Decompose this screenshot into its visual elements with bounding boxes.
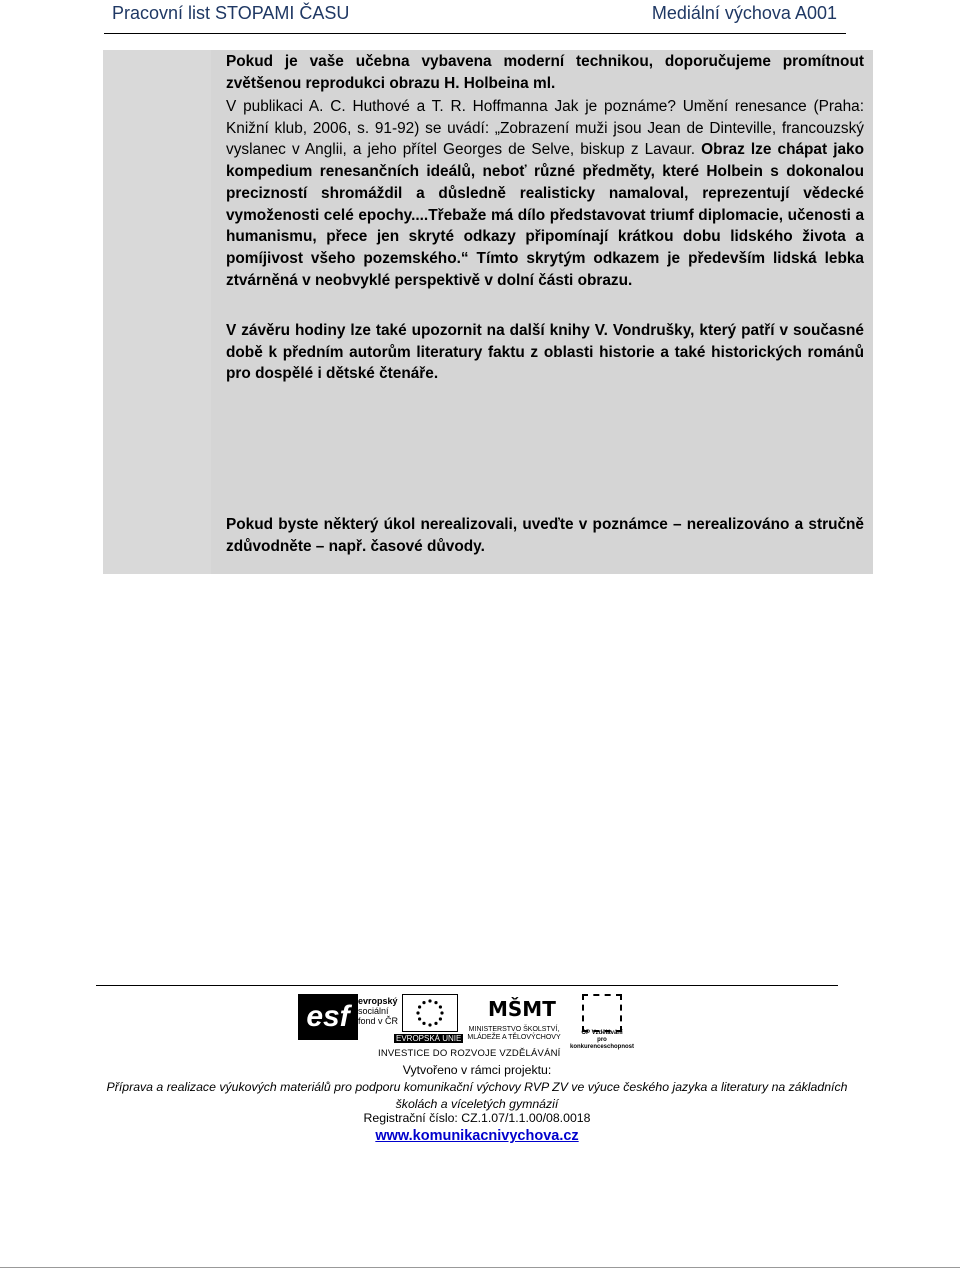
paragraph-unrealized-tasks xyxy=(226,514,864,557)
eu-label: EVROPSKÁ UNIE xyxy=(396,1034,462,1043)
op-text-line: OP Vzdělávání xyxy=(581,1030,623,1036)
paragraph-technology-tip xyxy=(226,51,864,94)
footer-website xyxy=(96,1128,858,1145)
msmt-logo: MŠMT xyxy=(488,997,556,1021)
paragraph-text xyxy=(226,96,864,291)
footer-project: Příprava a realizace výukových materiálů pro podporu komunikační výchovy RVP ZV ve výuce českého jazyka a literatury na základních školách a víceletých gymnázií xyxy=(106,1080,848,1111)
header-subject: Mediální výchova A001 xyxy=(651,3,837,23)
header-title: Pracovní list STOPAMI ČASU xyxy=(112,3,350,23)
esf-logo: esf xyxy=(298,994,358,1040)
msmt-logo-text xyxy=(462,1026,566,1042)
sponsor-logos xyxy=(298,992,638,1058)
msmt-text-line: MLÁDEŽE A TĚLOVÝCHOVY xyxy=(467,1034,561,1041)
quote-intro: V publikaci A. C. Huthové a T. R. Hoffmanna Jak je poznáme? Umění renesance (Praha: Knižní klub, 2006, s. 91-92) se uvádí: „Zobrazení muži jsou Jean de Dinteville, francouzský vyslanec v Anglii, a jeho přítel Georges de Selve, biskup z Lavaur. xyxy=(226,98,864,159)
website-link[interactable]: www.komunikacnivychova.cz xyxy=(375,1128,579,1144)
page-header xyxy=(0,0,960,36)
esf-text-line: sociální xyxy=(358,1006,389,1016)
op-text-line: pro konkurenceschopnost xyxy=(569,1037,634,1050)
invest-slogan: INVESTICE DO ROZVOJE VZDĚLÁVÁNÍ xyxy=(378,1048,561,1059)
footer-divider xyxy=(96,985,838,986)
page-bottom-edge xyxy=(0,1267,960,1268)
paragraph-text: Pokud je vaše učebna vybavena moderní technikou, doporučujeme promítnout zvětšenou reprodukci obrazu H. Holbeina ml. xyxy=(226,53,864,92)
paragraph-vondruska-books xyxy=(226,320,864,385)
op-logo-text xyxy=(566,1030,638,1051)
paragraph-holbein-quote xyxy=(226,96,864,291)
esf-logo-text xyxy=(358,996,398,1026)
paragraph-text: V závěru hodiny lze také upozornit na další knihy V. Vondrušky, který patří v současné době k předním autorům literatury faktu z oblasti historie a také historických románů pro dospělé i dětské čtenáře. xyxy=(226,322,864,383)
eu-stars-icon xyxy=(403,995,457,1031)
paragraph-text: Pokud byste některý úkol nerealizovali, uveďte v poznámce – nerealizováno a stručně zdůvodněte – např. časové důvody. xyxy=(226,516,864,555)
esf-text-line: evropský xyxy=(358,996,398,1006)
esf-text-line: fond v ČR xyxy=(358,1016,399,1026)
eu-flag-icon xyxy=(402,994,458,1032)
op-logo-icon xyxy=(582,994,622,1032)
header-divider xyxy=(104,33,846,34)
msmt-text-line: MINISTERSTVO ŠKOLSTVÍ, xyxy=(468,1026,560,1033)
footer-created: Vytvořeno v rámci projektu: xyxy=(402,1063,552,1077)
quote-body: Obraz lze chápat jako kompedium renesančních ideálů, neboť různé předměty, které Holbein s dokonalou precizností shromáždil a důsledně realisticky namaloval, reprezentují vědecké vymoženosti celé epochy....Třebaže má dílo představovat triumf diplomacie, učenosti a humanismu, přece jen skryté odkazy připomínají krátkou dobu lidského života a pomíjivost všeho pozemského.“ Tímto skrytým odkazem je především lidská lebka ztvárněná v neobvyklé perspektivě v dolní části obrazu. xyxy=(226,141,864,289)
footer-registration: Registrační číslo: CZ.1.07/1.1.00/08.0018 xyxy=(363,1111,591,1125)
